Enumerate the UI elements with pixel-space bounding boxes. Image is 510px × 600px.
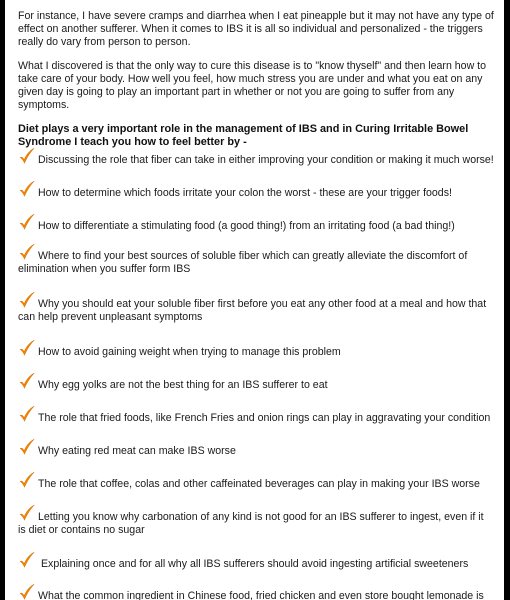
bullet-item [18,551,494,571]
bullet-item [18,243,494,276]
bullet-item [18,405,494,425]
checkmark-icon [18,213,36,231]
bullet-item [18,504,494,537]
bullet-text: Explaining once and for all why all IBS sufferers should avoid ingesting artificial sweeteners [38,558,469,570]
bullet-text: Discussing the role that fiber can take in either improving your condition or making it much worse! [38,154,494,166]
bullet-item [18,213,494,233]
intro-paragraph-2: What I discovered is that the only way to cure this disease is to "know thyself" and then learn how to take care of your body. How well you feel, how much stress you are under and what you eat on any given day is going to play an important part in whether or not you are going to suffer from any symptoms. [18,60,487,111]
bullet-item [18,180,494,200]
intro-paragraph-1: For instance, I have severe cramps and diarrhea when I eat pineapple but it may not have any type of effect on another sufferer. When it comes to IBS it is all so individual and personalized - the triggers really do vary from person to person. [18,10,494,48]
checkmark-icon [18,504,36,522]
checkmark-icon [18,551,36,569]
bullet-text: The role that fried foods, like French Fries and onion rings can play in aggravating your condition [38,412,491,424]
article-page [5,0,504,600]
bullet-text: The role that coffee, colas and other caffeinated beverages can play in making your IBS worse [38,478,480,490]
bullet-text: What the common ingredient in Chinese food, fried chicken and even store bought lemonade is [38,590,484,600]
checkmark-icon [18,147,36,165]
section-heading: Diet plays a very important role in the management of IBS and in Curing Irritable Bowel Syndrome I teach you how to feel better by - [18,123,469,148]
checkmark-icon [18,339,36,357]
checkmark-icon [18,243,36,261]
bullet-text: Why egg yolks are not the best thing for an IBS sufferer to eat [38,379,328,391]
bullet-text: Letting you know why carbonation of any kind is not good for an IBS sufferer to ingest, even if it is diet or contains no sugar [18,511,487,536]
bullet-item [18,583,494,600]
bullet-item [18,147,494,167]
bullet-text: Where to find your best sources of soluble fiber which can greatly alleviate the discomfort of elimination when you suffer form IBS [18,250,471,275]
bullet-text: How to differentiate a stimulating food (a good thing!) from an irritating food (a bad thing!) [38,220,455,232]
bullet-item [18,471,494,491]
checkmark-icon [18,405,36,423]
article-content [5,0,504,600]
bullet-text: How to determine which foods irritate your colon the worst - these are your trigger foods! [38,187,452,199]
bullet-item [18,339,494,359]
bullet-item [18,372,494,392]
checkmark-icon [18,372,36,390]
checkmark-icon [18,291,36,309]
bullet-text: How to avoid gaining weight when trying to manage this problem [38,346,341,358]
bullet-item [18,291,494,324]
bullet-text: Why you should eat your soluble fiber first before you eat any other food at a meal and how that can help prevent unpleasant symptoms [18,298,490,323]
checkmark-icon [18,438,36,456]
bullet-text: Why eating red meat can make IBS worse [38,445,236,457]
checkmark-icon [18,471,36,489]
checkmark-icon [18,583,36,600]
checkmark-icon [18,180,36,198]
bullet-item [18,438,494,458]
